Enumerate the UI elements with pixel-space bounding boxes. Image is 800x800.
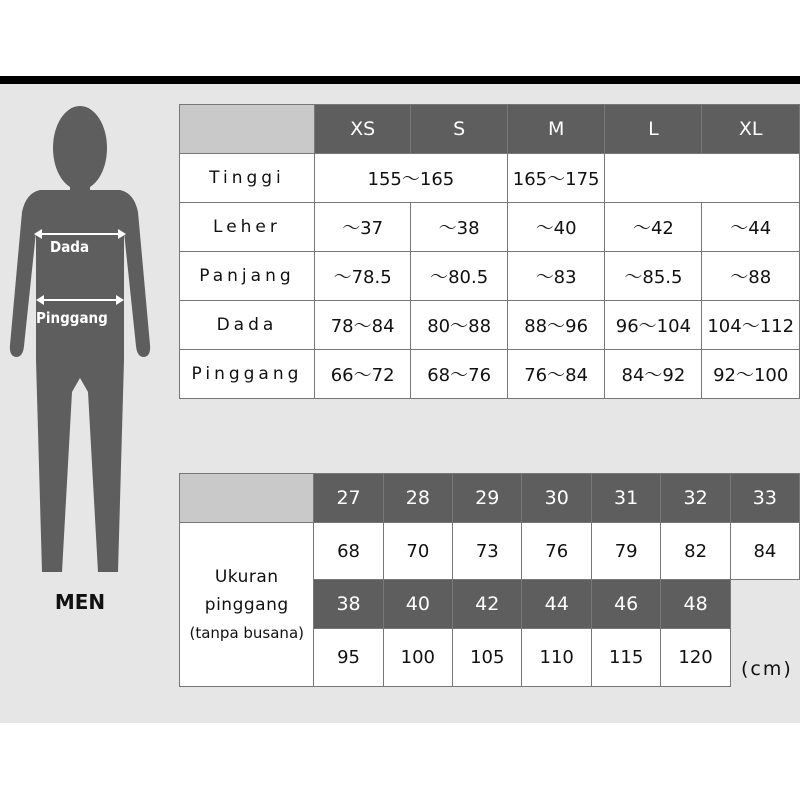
waist-header-row xyxy=(180,474,800,523)
size-table xyxy=(179,104,800,399)
table-cell: 115 xyxy=(591,629,660,687)
waist-size-header: 44 xyxy=(522,580,591,629)
table-cell: 95 xyxy=(314,629,383,687)
table-cell-empty xyxy=(605,154,800,203)
waist-size-header: 38 xyxy=(314,580,383,629)
table-cell: 79 xyxy=(591,523,660,580)
table-cell: 76 xyxy=(522,523,591,580)
waist-row-label xyxy=(180,523,314,687)
waist-size-header: 30 xyxy=(522,474,591,523)
table-cell: 68 xyxy=(314,523,383,580)
table-cell: 80〜88 xyxy=(411,301,507,350)
table-cell: 〜38 xyxy=(411,203,507,252)
waist-table xyxy=(179,473,800,687)
table-cell: 105 xyxy=(453,629,522,687)
size-header: XS xyxy=(314,105,410,154)
table-cell: 110 xyxy=(522,629,591,687)
waist-label: Pinggang xyxy=(36,309,108,327)
size-header: M xyxy=(507,105,605,154)
table-row xyxy=(180,523,800,580)
row-label: Tinggi xyxy=(180,154,315,203)
table-cell: 68〜76 xyxy=(411,350,507,399)
waist-size-header: 48 xyxy=(661,580,730,629)
waist-size-header: 42 xyxy=(453,580,522,629)
table-cell: 88〜96 xyxy=(507,301,605,350)
table-corner xyxy=(180,105,315,154)
gender-label: MEN xyxy=(54,590,106,614)
table-row xyxy=(180,350,800,399)
waist-label-line1: Ukuran xyxy=(214,566,279,587)
table-cell: 96〜104 xyxy=(605,301,702,350)
table-row xyxy=(180,252,800,301)
table-cell: 76〜84 xyxy=(507,350,605,399)
table-cell: 70 xyxy=(383,523,452,580)
table-cell: 100 xyxy=(383,629,452,687)
row-label: Panjang xyxy=(180,252,315,301)
table-cell: 78〜84 xyxy=(314,301,410,350)
waist-size-header: 32 xyxy=(661,474,730,523)
body-figure xyxy=(0,100,160,580)
waist-size-header: 40 xyxy=(383,580,452,629)
empty-area xyxy=(730,580,799,629)
waist-size-header: 31 xyxy=(591,474,660,523)
row-label: Pinggang xyxy=(180,350,315,399)
table-cell: 82 xyxy=(661,523,730,580)
top-divider xyxy=(0,76,800,84)
waist-size-header: 28 xyxy=(383,474,452,523)
table-cell: 〜80.5 xyxy=(411,252,507,301)
table-cell: 〜88 xyxy=(702,252,800,301)
table-cell: 66〜72 xyxy=(314,350,410,399)
waist-label-line2: pinggang xyxy=(204,594,289,615)
row-label: Dada xyxy=(180,301,315,350)
waist-size-header: 46 xyxy=(591,580,660,629)
table-cell: 〜78.5 xyxy=(314,252,410,301)
table-cell: 84〜92 xyxy=(605,350,702,399)
table-cell: 〜83 xyxy=(507,252,605,301)
unit-label: (cm) xyxy=(741,658,793,680)
waist-size-header: 33 xyxy=(730,474,799,523)
size-header-row xyxy=(180,105,800,154)
chest-label: Dada xyxy=(50,238,90,256)
table-cell: 165〜175 xyxy=(507,154,605,203)
table-cell: 84 xyxy=(730,523,799,580)
table-cell: 120 xyxy=(661,629,730,687)
table-row xyxy=(180,301,800,350)
size-header: S xyxy=(411,105,507,154)
table-corner xyxy=(180,474,314,523)
table-cell: 73 xyxy=(453,523,522,580)
table-cell: 〜44 xyxy=(702,203,800,252)
waist-label-line3: (tanpa busana) xyxy=(189,623,304,642)
table-row xyxy=(180,203,800,252)
size-header: XL xyxy=(702,105,800,154)
table-cell: 〜85.5 xyxy=(605,252,702,301)
waist-size-header: 29 xyxy=(453,474,522,523)
table-row xyxy=(180,154,800,203)
table-cell: 〜37 xyxy=(314,203,410,252)
row-label: Leher xyxy=(180,203,315,252)
waist-size-header: 27 xyxy=(314,474,383,523)
table-cell: 〜42 xyxy=(605,203,702,252)
table-cell: 155〜165 xyxy=(314,154,507,203)
table-cell: 104〜112 xyxy=(702,301,800,350)
table-cell: 92〜100 xyxy=(702,350,800,399)
table-cell: 〜40 xyxy=(507,203,605,252)
size-header: L xyxy=(605,105,702,154)
body-silhouette-icon xyxy=(0,100,160,580)
